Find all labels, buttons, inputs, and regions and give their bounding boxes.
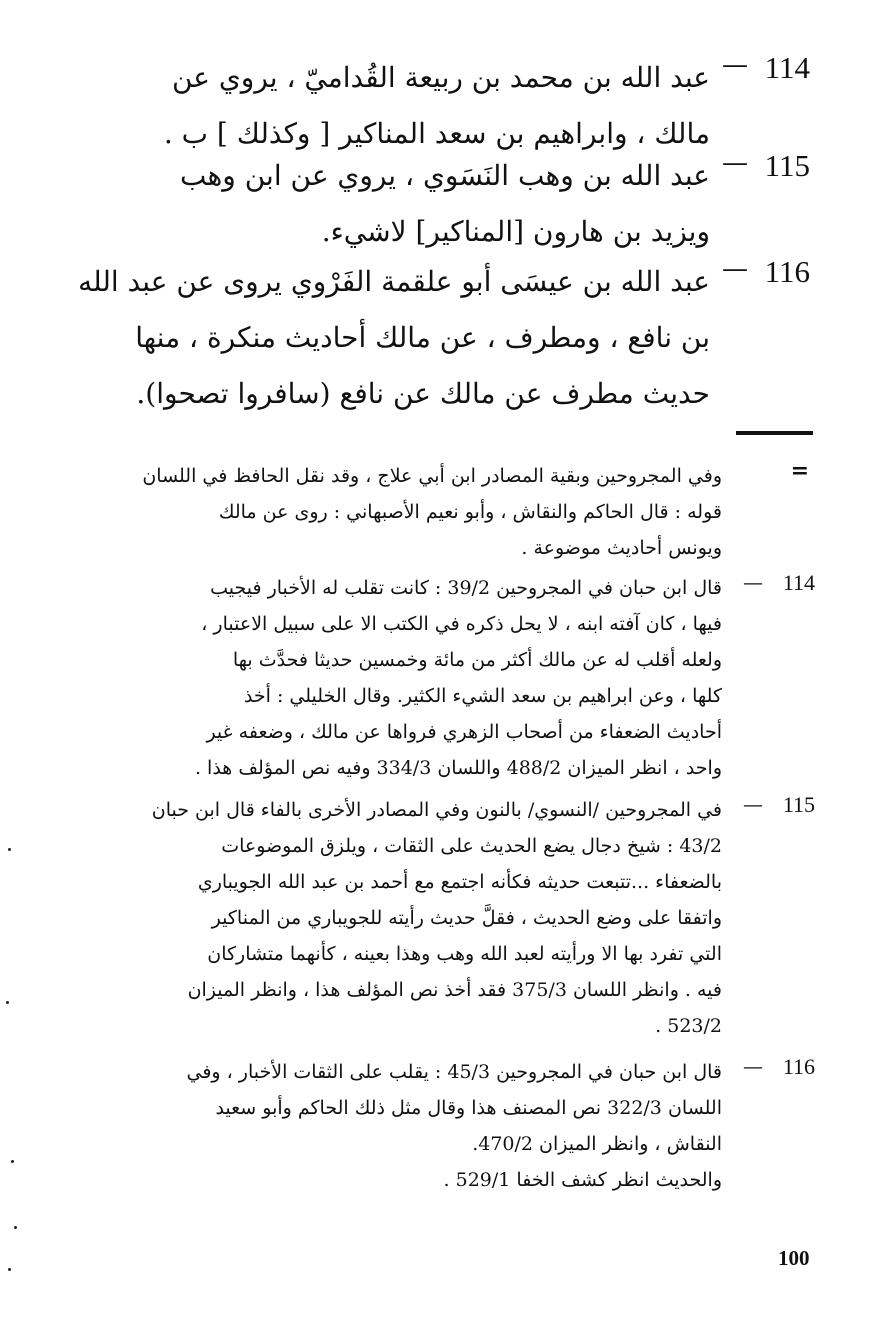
entry-line: عبد الله بن محمد بن ربيعة القُداميّ ، يروي عن xyxy=(171,61,710,94)
entry-line: ويزيد بن هارون [المناكير] لاشيء. xyxy=(321,215,710,248)
page-number: 100 xyxy=(778,1246,810,1270)
footnote-text xyxy=(110,570,722,786)
footnote-text xyxy=(110,1054,722,1198)
footnote-line: ولعله أقلب له عن مالك أكثر من مائة وخمسين حديثا فحدَّث بها xyxy=(232,649,722,671)
footnote-line: قال ابن حبان في المجروحين 39/2 : كانت تقلب له الأخبار فيجيب xyxy=(210,577,722,599)
footnote-line: قوله : قال الحاكم والنقاش ، وأبو نعيم الأصبهاني : روى عن مالك xyxy=(218,501,722,523)
footnote-separator xyxy=(736,431,813,435)
entry-text xyxy=(110,148,710,260)
footnote-line: واتفقا على وضع الحديث ، فقلَّ حديث رأيته للجويباري من المناكير xyxy=(211,907,722,929)
footnote-line: في المجروحين /النسوي/ بالنون وفي المصادر الأخرى بالفاء قال ابن حبان xyxy=(151,799,722,821)
entry-number: 115 xyxy=(764,148,810,183)
footnote-line: التي تفرد بها الا ورأيته لعبد الله وهب وهذا بعينه ، كأنهما متشاركان xyxy=(207,943,722,965)
footnote-number: 116 xyxy=(782,1054,815,1079)
entry-line: بن نافع ، ومطرف ، عن مالك أحاديث منكرة ، منها xyxy=(135,321,710,354)
entry-dash: — xyxy=(722,254,748,284)
entry-number: 114 xyxy=(764,50,810,85)
footnote-line: واحد ، انظر الميزان 488/2 واللسان 334/3 وفيه نص المؤلف هذا . xyxy=(194,757,722,779)
entry-text xyxy=(78,254,710,422)
footnote-line: والحديث انظر كشف الخفا 529/1 . xyxy=(443,1169,722,1191)
footnote-dash: — xyxy=(743,792,763,816)
footnote-number: 114 xyxy=(782,570,815,595)
footnote-line: قال ابن حبان في المجروحين 45/3 : يقلب على الثقات الأخبار ، وفي xyxy=(186,1061,722,1083)
footnote-line: بالضعفاء ...تتبعت حديثه فكأنه اجتمع مع أحمد بن عبد الله الجويباري xyxy=(197,871,722,893)
footnote-line: فيها ، كان آفته ابنه ، لا يحل ذكره في الكتب الا على سبيل الاعتبار ، xyxy=(201,613,722,635)
footnote-line: وفي المجروحين وبقية المصادر ابن أبي علاج ، وقد نقل الحافظ في اللسان xyxy=(142,465,722,487)
footnote-line: النقاش ، وانظر الميزان 470/2. xyxy=(472,1133,722,1155)
footnote-number: 115 xyxy=(782,792,815,817)
footnote-line: كلها ، وعن ابراهيم بن سعد الشيء الكثير. وقال الخليلي : أخذ xyxy=(243,685,722,707)
footnote-text xyxy=(110,792,722,1044)
footnote-dash: — xyxy=(743,570,763,594)
scan-speck xyxy=(11,1160,14,1163)
entry-dash: — xyxy=(722,50,748,80)
entry-text xyxy=(110,50,710,162)
footnote-line: 523/2 . xyxy=(655,1015,722,1037)
footnote-line: أحاديث الضعفاء من أصحاب الزهري فرواها عن مالك ، وضعفه غير xyxy=(206,721,722,743)
scan-speck xyxy=(14,1226,17,1229)
footnote-line: فيه . وانظر اللسان 375/3 فقد أخذ نص المؤلف هذا ، وانظر الميزان xyxy=(187,979,722,1001)
footnote-line: 43/2 : شيخ دجال يضع الحديث على الثقات ، ويلزق الموضوعات xyxy=(221,835,722,857)
scan-speck xyxy=(8,1268,11,1271)
entry-line: عبد الله بن عيسَى أبو علقمة الفَرْوي يروى عن عبد الله xyxy=(78,265,710,298)
entry-line: مالك ، وابراهيم بن سعد المناكير [ وكذلك ] ب . xyxy=(163,117,710,150)
entry-line: حديث مطرف عن مالك عن نافع (سافروا تصحوا). xyxy=(136,377,710,410)
footnote-dash: — xyxy=(743,1054,763,1078)
footnote-line: ويونس أحاديث موضوعة . xyxy=(521,537,722,559)
footnote-line: اللسان 322/3 نص المصنف هذا وقال مثل ذلك الحاكم وأبو سعيد xyxy=(215,1097,722,1119)
entry-line: عبد الله بن وهب النَسَوي ، يروي عن ابن وهب xyxy=(180,159,710,192)
continuation-mark: = xyxy=(790,458,809,484)
entry-dash: — xyxy=(722,148,748,178)
scan-speck xyxy=(6,1001,9,1004)
footnote-text xyxy=(110,458,722,566)
entry-number: 116 xyxy=(764,254,810,289)
scan-speck xyxy=(8,848,11,851)
